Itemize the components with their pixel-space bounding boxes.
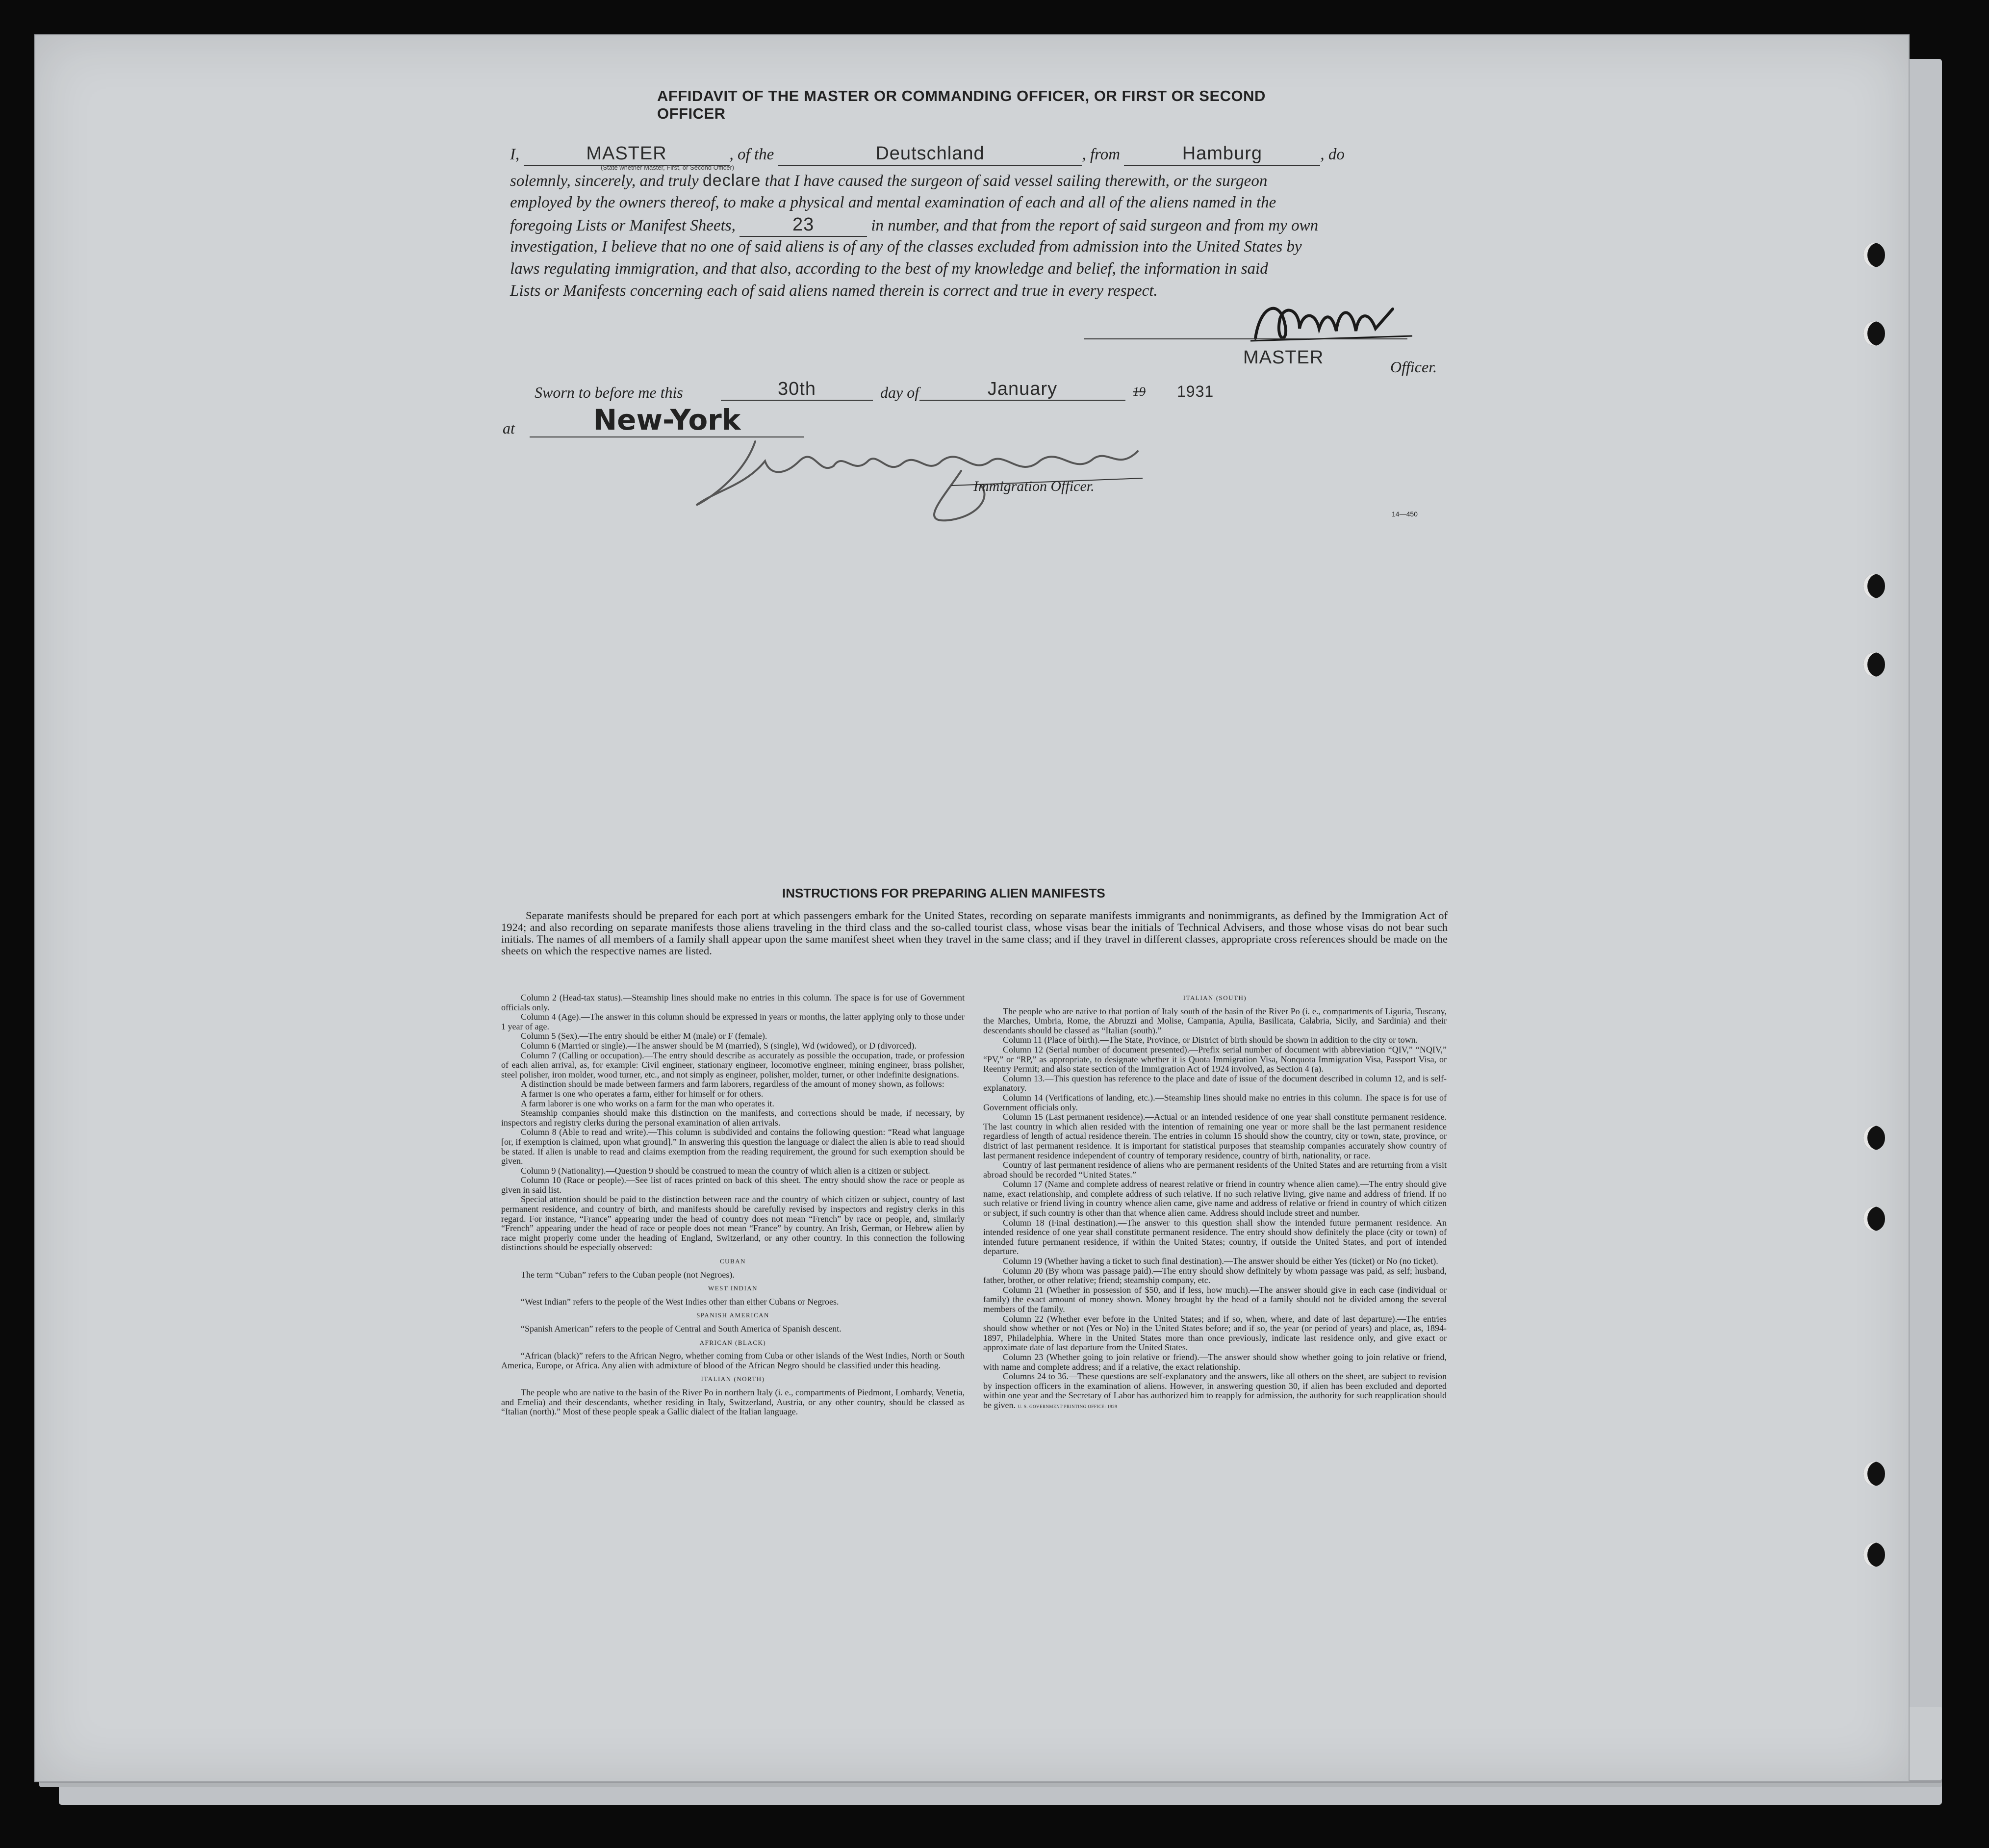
instruction-paragraph (983, 1372, 1447, 1412)
instruction-paragraph: Column 14 (Verifications of landing, etc.).—Steamship lines should make no entries in this column. The space is for use of Government officials only. (983, 1092, 1447, 1112)
port-field: Hamburg (1124, 142, 1320, 166)
instruction-paragraph: Column 11 (Place of birth).—The State, Province, or District of birth should be shown in addition to the city or town. (1003, 1035, 1418, 1045)
declare-stamp: declare (702, 171, 761, 190)
affidavit-line-4 (510, 213, 1658, 237)
instruction-paragraph: Column 2 (Head-tax status).—Steamship lines should make no entries in this column. The space is for use of Government officials only. (501, 993, 965, 1012)
affidavit-title: AFFIDAVIT OF THE MASTER OR COMMANDING OFFICER, OR FIRST OR SECOND OFFICER (657, 87, 1266, 122)
instruction-paragraph: Column 5 (Sex).—The entry should be either M (male) or F (female). (521, 1031, 767, 1041)
officer-label: Officer. (1390, 358, 1437, 376)
year-prefix: 19 (1133, 385, 1146, 399)
master-signature (1246, 294, 1422, 348)
instruction-paragraph: “Spanish American” refers to the people of Central and South America of Spanish descent. (521, 1324, 842, 1334)
columns-24-36-text: Columns 24 to 36.—These questions are self-explanatory and the answers, like all others on the sheet, are subject to revision by inspection officers in the examination of aliens. However, in answering question 30, if alien has been excluded and deported within one year and the Secretary of Labor has authorized him to reapply for admission, the authority for such reapplication should be given. (983, 1371, 1447, 1410)
section-heading: ITALIAN (SOUTH) (1183, 994, 1247, 1001)
punch-hole (1863, 1206, 1885, 1231)
sworn-day-field: 30th (721, 379, 873, 401)
line2-text-b: that I have caused the surgeon of said vessel sailing therewith, or the surgeon (765, 172, 1268, 190)
instruction-paragraph: Column 8 (Able to read and write).—This column is subdivided and contains the following question: “Read what language [or, if exemption is claimed, upon what ground].” In answering this question the language or dialect the alien is able to read should be stated. If alien is unable to read and claims exemption from the reading requirement, the ground for such exemption should be given. (501, 1127, 965, 1166)
instruction-paragraph: The people who are native to that portion of Italy south of the basin of the River Po (i. e., compartments of Liguria, Tuscany, the Marches, Umbria, Rome, the Abruzzi and Molise, Campania, Apulia, Basilicata, Calabria, Sicily, and Sardinia) and their descendants should be classed as “Italian (south).” (983, 1006, 1447, 1035)
sworn-label: Sworn to before me this (535, 384, 683, 401)
instruction-paragraph: Country of last permanent residence of aliens who are permanent residents of the United States and are returning from a visit abroad should be recorded “United States.” (983, 1160, 1447, 1180)
form-number: 14—450 (1392, 510, 1418, 518)
instruction-paragraph: Column 10 (Race or people).—See list of races printed on back of this sheet. The entry should show the race or people as given in said list. (501, 1175, 965, 1195)
do-label: , do (1320, 146, 1345, 163)
instruction-paragraph: “West Indian” refers to the people of the West Indies other than either Cubans or Negroes. (521, 1296, 839, 1307)
instruction-paragraph: Column 19 (Whether having a ticket to such final destination).—The answer should be either Yes (ticket) or No (no ticket). (1003, 1256, 1438, 1266)
line4-text-a: foregoing Lists or Manifest Sheets, (510, 217, 736, 234)
instruction-paragraph: “African (black)” refers to the African Negro, whether coming from Cuba or other islands of the West Indies, North or South America, Europe, or Africa. Any alien with admixture of blood of the African Negro should be classified under this heading. (501, 1351, 965, 1370)
instruction-paragraph: Special attention should be paid to the distinction between race and the country of which citizen or subject, country of last permanent residence, and country of birth, and manifests should be carefully revised by inspectors and registry clerks in this regard. For instance, “France” appearing under the head of country does not mean “French” by race or people, and, similarly “French” appearing under the head of race or people does not mean “France” by country. An Irish, German, or Hebrew alien by race might properly come under the heading of England, Switzerland, or any other country. In this connection the following distinctions should be especially observed: (501, 1194, 965, 1253)
vessel-field: Deutschland (778, 142, 1082, 166)
instruction-paragraph: Column 9 (Nationality).—Question 9 should be construed to mean the country of which alien is a citizen or subject. (521, 1165, 930, 1176)
instruction-paragraph: Column 22 (Whether ever before in the United States; and if so, when, where, and date of last departure).—The entries should show whether or not (Yes or No) in the United States before; and if so, the year (or period of years) and place, as, 1894-1897, Philadelphia. Where in the United States more than once previously, indicate last residence only, and give exact or approximate date of last departure from the United States. (983, 1313, 1447, 1353)
officer-signature-line (1084, 338, 1407, 339)
sheets-count-field: 23 (740, 213, 867, 237)
punch-hole (1863, 1126, 1885, 1150)
punch-hole (1863, 652, 1885, 677)
line4-text-b: in number, and that from the report of said surgeon and from my own (871, 217, 1319, 234)
printer-imprint: U. S. GOVERNMENT PRINTING OFFICE: 1929 (1018, 1404, 1118, 1409)
section-heading: ITALIAN (NORTH) (701, 1375, 765, 1383)
instruction-paragraph: A distinction should be made between farmers and farm laborers, regardless of the amount of money shown, as follows: (521, 1079, 944, 1089)
rank-hint: (State whether Master, First, or Second Officer) (601, 164, 735, 171)
instruction-paragraph: Column 7 (Calling or occupation).—The entry should describe as accurately as possible the occupation, trade, or profession of each alien arrival, as, for example: Civil engineer, stationary engineer, locomotive engineer, mining engineer, brass polisher, steel polisher, iron molder, wood turner, etc., and not simply as engineer, polisher, molder, turner, or other indefinite designations. (501, 1050, 965, 1079)
of-the-label: , of the (729, 146, 774, 163)
instructions-title: INSTRUCTIONS FOR PREPARING ALIEN MANIFESTS (782, 886, 1105, 900)
sworn-month-field: January (919, 379, 1125, 401)
section-heading: SPANISH AMERICAN (696, 1311, 769, 1319)
instructions-left-column (501, 993, 965, 1417)
affidavit-line-7: Lists or Manifests concerning each of said aliens named therein is correct and true in every respect. (510, 282, 1158, 300)
instruction-paragraph: A farmer is one who operates a farm, either for himself or for others. (521, 1088, 764, 1099)
affidavit-line-3: employed by the owners thereof, to make a physical and mental examination of each and all of the aliens named in the (510, 194, 1276, 211)
section-heading: AFRICAN (BLACK) (699, 1338, 766, 1346)
from-label: , from (1082, 146, 1121, 163)
section-heading: CUBAN (719, 1258, 746, 1265)
affidavit-line-2 (510, 169, 1658, 192)
at-label: at (503, 419, 515, 437)
line2-text-a: solemnly, sincerely, and truly (510, 172, 699, 190)
affidavit-line-1 (510, 142, 1658, 166)
instruction-paragraph: Column 17 (Name and complete address of nearest relative or friend in country whence alien came).—The entry should give name, exact relationship, and complete address of such relative. If no such relative living, give name and address of friend. If no such relative or friend living in country whence alien came, give name and address of relative or friend in country of which citizen or subject, if such country is other than that whence alien came. Address should include street and number. (983, 1179, 1447, 1218)
sworn-year-stamp: 1931 (1177, 383, 1214, 400)
instruction-paragraph: Column 21 (Whether in possession of $50, and if less, how much).—The answer should give in each case (individual or family) the exact amount of money shown. Money brought by the head of a family should not be divided among the several members of the family. (983, 1284, 1447, 1314)
officer-rank-stamp: MASTER (1243, 347, 1324, 368)
sworn-place-stamp: New-York (530, 403, 804, 437)
day-of-label: day of (880, 384, 919, 401)
instruction-paragraph: Column 23 (Whether going to join relative or friend).—The answer should show whether going to join relative or friend, with name and complete address; and if a relative, the exact relationship. (983, 1352, 1447, 1372)
instructions-right-column (983, 993, 1447, 1412)
instruction-paragraph: Column 13.—This question has reference to the place and date of issue of the document described in column 12, and is self-explanatory. (983, 1073, 1447, 1093)
instruction-paragraph: Column 6 (Married or single).—The answer should be M (married), S (single), Wd (widowed), or D (divorced). (521, 1040, 917, 1051)
instruction-paragraph: The term “Cuban” refers to the Cuban people (not Negroes). (521, 1269, 735, 1280)
rank-field: MASTER (524, 142, 730, 166)
instruction-paragraph: Column 12 (Serial number of document presented).—Prefix serial number of document with abbreviation “QIV,” “NQIV,” “PV,” or “RP,” as appropriate, to designate whether it is Quota Immigration Visa, Nonquota Immigration Visa, Passport Visa, or Reentry Permit; and also state section of the Immigration Act of 1924 involved, as Section 4 (a). (983, 1044, 1447, 1074)
instructions-intro: Separate manifests should be prepared for each port at which passengers embark for the United States, recording on separate manifests immigrants and nonimmigrants, as defined by the Immigration Act of 1924; and also recording on separate manifests those aliens traveling in the third class and the so-called tourist class, whose visas bear the initials of Technical Advisers, and those whose visas do not bear such initials. The names of all members of a family shall appear upon the same manifest sheet when they travel in the same class; and if they travel in different classes, appropriate cross references should be made on the sheets on which the respective names are listed. (501, 909, 1448, 957)
section-heading: WEST INDIAN (708, 1284, 758, 1292)
affidavit-line-6: laws regulating immigration, and that also, according to the best of my knowledge and belief, the information in said (510, 260, 1268, 278)
punch-hole (1863, 321, 1885, 346)
instruction-paragraph: The people who are native to the basin of the River Po in northern Italy (i. e., compartments of Piedmont, Lombardy, Venetia, and Emelia) and their descendants, whether residing in Italy, Switzerland, Austria, or any other country, should be classed as “Italian (north).” Most of these people speak a Gallic dialect of the Italian language. (501, 1387, 965, 1417)
punch-hole (1863, 574, 1885, 598)
immigration-officer-signature (687, 432, 1167, 530)
instruction-paragraph: Steamship companies should make this distinction on the manifests, and corrections should be made, if necessary, by inspectors and registry clerks during the personal examination of alien arrivals. (501, 1108, 965, 1128)
instruction-paragraph: Column 4 (Age).—The answer in this column should be expressed in years or months, the latter applying only to those under 1 year of age. (501, 1012, 965, 1031)
instruction-paragraph: Column 15 (Last permanent residence).—Actual or an intended residence of one year shall constitute permanent residence. The last country in which alien resided with the intention of remaining one year or more shall be the last permanent residence regardless of length of actual residence therein. The entries in column 15 should show the country, city or town, state, province, or district of last permanent residence. It is important for statistical purposes that steamship companies accurately show country of last permanent residence independent of country of temporary residence, country of birth, nationality, or race. (983, 1112, 1447, 1160)
i-label: I, (510, 146, 520, 163)
instruction-paragraph: Column 18 (Final destination).—The answer to this question shall show the intended future permanent residence. An intended residence of one year shall constitute permanent residence. The entry should show definitely the place (city or town) of intended future permanent residence, if within the United States; country, if outside the United States, and port of intended departure. (983, 1217, 1447, 1257)
instruction-paragraph: A farm laborer is one who works on a farm for the man who operates it. (521, 1098, 774, 1108)
punch-hole (1863, 1542, 1885, 1567)
immigration-officer-label: Immigration Officer. (973, 478, 1095, 494)
instruction-paragraph: Column 20 (By whom was passage paid).—The entry should show definitely by whom passage was paid, as self; husband, father, brother, or other relative; friend; steamship company, etc. (983, 1265, 1447, 1285)
affidavit-line-5: investigation, I believe that no one of said aliens is of any of the classes excluded from admission into the United States by (510, 238, 1302, 256)
punch-hole (1863, 1462, 1885, 1486)
punch-hole (1863, 243, 1885, 267)
